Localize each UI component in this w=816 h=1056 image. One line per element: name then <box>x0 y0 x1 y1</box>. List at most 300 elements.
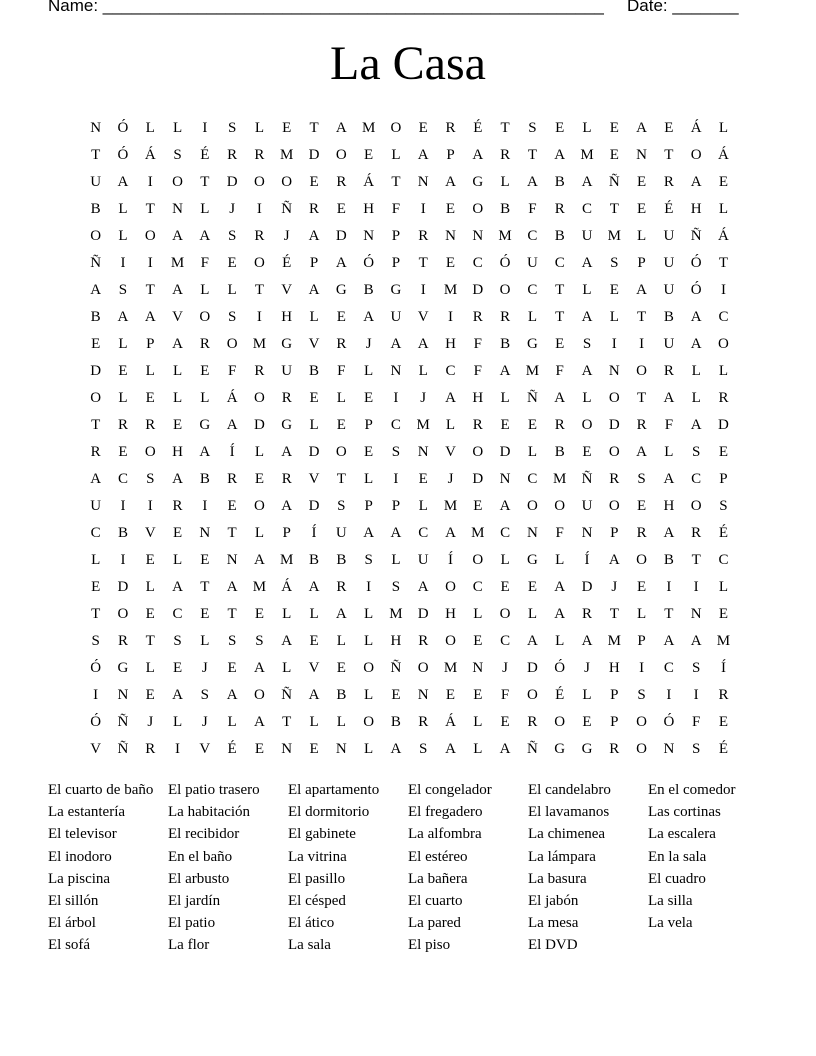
grid-letter[interactable]: C <box>527 282 538 298</box>
grid-letter[interactable]: F <box>473 336 482 352</box>
grid-letter[interactable]: A <box>445 174 456 190</box>
grid-letter[interactable]: D <box>526 660 538 676</box>
grid-letter[interactable]: L <box>500 390 510 406</box>
grid-letter[interactable]: G <box>117 660 129 676</box>
grid-letter[interactable]: G <box>581 741 593 757</box>
grid-letter[interactable]: O <box>254 498 265 514</box>
grid-letter[interactable]: A <box>144 309 156 325</box>
grid-letter[interactable]: A <box>499 498 511 514</box>
grid-letter[interactable]: A <box>281 444 293 460</box>
grid-letter[interactable]: O <box>144 228 156 244</box>
grid-letter[interactable]: L <box>718 201 729 217</box>
grid-letter[interactable]: E <box>309 741 319 757</box>
grid-letter[interactable]: R <box>581 606 592 622</box>
grid-letter[interactable]: S <box>391 444 401 460</box>
grid-letter[interactable]: O <box>254 255 265 271</box>
grid-letter[interactable]: T <box>664 147 674 163</box>
grid-letter[interactable]: B <box>554 228 565 244</box>
grid-letter[interactable]: T <box>637 309 647 325</box>
grid-letter[interactable]: T <box>609 201 619 217</box>
grid-letter[interactable]: P <box>146 336 155 352</box>
grid-letter[interactable]: T <box>500 120 510 136</box>
grid-letter[interactable]: O <box>90 228 102 244</box>
grid-letter[interactable]: A <box>445 525 456 541</box>
grid-letter[interactable]: R <box>691 525 702 541</box>
grid-letter[interactable]: J <box>611 579 618 595</box>
grid-letter[interactable]: A <box>172 471 183 487</box>
grid-letter[interactable]: A <box>199 444 211 460</box>
grid-letter[interactable]: N <box>581 525 593 541</box>
grid-letter[interactable]: Ñ <box>281 201 293 217</box>
grid-letter[interactable]: O <box>472 444 484 460</box>
grid-letter[interactable]: N <box>499 471 511 487</box>
grid-letter[interactable]: L <box>172 363 183 379</box>
grid-letter[interactable]: E <box>445 201 456 217</box>
grid-letter[interactable]: L <box>172 552 183 568</box>
grid-letter[interactable]: S <box>528 120 537 136</box>
grid-letter[interactable]: Á <box>718 228 729 244</box>
grid-letter[interactable]: O <box>636 552 647 568</box>
grid-letter[interactable]: R <box>527 714 538 730</box>
grid-letter[interactable]: A <box>636 120 647 136</box>
grid-letter[interactable]: G <box>526 552 538 568</box>
grid-letter[interactable]: Á <box>281 579 293 595</box>
grid-letter[interactable]: F <box>664 417 674 433</box>
grid-letter[interactable]: Ó <box>90 714 102 730</box>
grid-letter[interactable]: D <box>499 444 511 460</box>
grid-letter[interactable]: Ó <box>663 714 675 730</box>
grid-letter[interactable]: L <box>473 714 483 730</box>
grid-letter[interactable]: L <box>473 741 483 757</box>
grid-letter[interactable]: L <box>145 363 155 379</box>
grid-letter[interactable]: O <box>144 444 156 460</box>
grid-letter[interactable]: E <box>145 552 155 568</box>
grid-letter[interactable]: M <box>252 579 267 595</box>
grid-letter[interactable]: P <box>364 417 373 433</box>
grid-letter[interactable]: A <box>226 417 238 433</box>
grid-letter[interactable]: N <box>472 228 484 244</box>
grid-letter[interactable]: E <box>609 147 619 163</box>
grid-letter[interactable]: O <box>526 498 538 514</box>
grid-letter[interactable]: C <box>500 633 511 649</box>
grid-letter[interactable]: E <box>473 498 483 514</box>
grid-letter[interactable]: Í <box>229 444 235 460</box>
grid-letter[interactable]: T <box>200 579 210 595</box>
grid-letter[interactable]: N <box>417 174 429 190</box>
grid-letter[interactable]: N <box>199 525 211 541</box>
grid-letter[interactable]: Í <box>720 660 726 676</box>
grid-letter[interactable]: U <box>581 498 593 514</box>
grid-letter[interactable]: F <box>391 201 401 217</box>
grid-letter[interactable]: I <box>693 579 699 595</box>
grid-letter[interactable]: B <box>90 201 101 217</box>
grid-letter[interactable]: R <box>718 390 729 406</box>
grid-letter[interactable]: I <box>147 255 153 271</box>
grid-letter[interactable]: L <box>172 714 183 730</box>
grid-letter[interactable]: L <box>691 390 701 406</box>
grid-letter[interactable]: C <box>117 471 128 487</box>
grid-letter[interactable]: P <box>282 525 291 541</box>
grid-letter[interactable]: D <box>90 363 102 379</box>
grid-letter[interactable]: I <box>202 120 208 136</box>
grid-letter[interactable]: U <box>417 552 429 568</box>
grid-letter[interactable]: E <box>309 390 319 406</box>
grid-letter[interactable]: C <box>472 255 483 271</box>
grid-letter[interactable]: J <box>584 660 590 676</box>
grid-letter[interactable]: I <box>147 174 153 190</box>
grid-letter[interactable]: S <box>227 309 237 325</box>
grid-letter[interactable]: U <box>526 255 538 271</box>
grid-letter[interactable]: A <box>172 336 183 352</box>
grid-letter[interactable]: N <box>526 525 538 541</box>
grid-letter[interactable]: A <box>690 336 702 352</box>
grid-letter[interactable]: T <box>418 255 428 271</box>
grid-letter[interactable]: I <box>666 579 672 595</box>
grid-letter[interactable]: E <box>637 579 647 595</box>
grid-letter[interactable]: O <box>499 282 511 298</box>
grid-letter[interactable]: L <box>282 660 292 676</box>
grid-letter[interactable]: N <box>472 660 484 676</box>
grid-letter[interactable]: L <box>200 201 210 217</box>
grid-letter[interactable]: E <box>500 417 510 433</box>
grid-letter[interactable]: E <box>527 417 537 433</box>
grid-letter[interactable]: F <box>692 714 701 730</box>
grid-letter[interactable]: O <box>445 633 456 649</box>
grid-letter[interactable]: R <box>254 363 265 379</box>
grid-letter[interactable]: T <box>145 633 155 649</box>
grid-letter[interactable]: E <box>582 714 592 730</box>
grid-letter[interactable]: T <box>282 714 292 730</box>
grid-letter[interactable]: R <box>609 741 620 757</box>
grid-letter[interactable]: E <box>227 255 237 271</box>
grid-letter[interactable]: A <box>90 471 102 487</box>
grid-letter[interactable]: M <box>416 417 430 433</box>
name-field-label[interactable]: Name: _____________________________________________________ <box>48 0 604 15</box>
grid-letter[interactable]: T <box>336 471 346 487</box>
grid-letter[interactable]: E <box>309 633 319 649</box>
grid-letter[interactable]: U <box>281 363 293 379</box>
grid-letter[interactable]: É <box>473 120 483 136</box>
grid-letter[interactable]: L <box>309 714 319 730</box>
grid-letter[interactable]: Á <box>226 390 238 406</box>
grid-letter[interactable]: E <box>637 174 647 190</box>
grid-letter[interactable]: E <box>527 579 537 595</box>
grid-letter[interactable]: Ó <box>117 120 129 136</box>
grid-letter[interactable]: L <box>227 714 237 730</box>
grid-letter[interactable]: A <box>499 363 511 379</box>
grid-letter[interactable]: I <box>393 390 399 406</box>
grid-letter[interactable]: R <box>418 714 429 730</box>
grid-letter[interactable]: L <box>500 174 510 190</box>
grid-letter[interactable]: O <box>254 390 265 406</box>
grid-letter[interactable]: E <box>336 309 346 325</box>
grid-letter[interactable]: M <box>471 525 485 541</box>
grid-letter[interactable]: Ó <box>117 147 129 163</box>
grid-letter[interactable]: S <box>200 687 209 703</box>
grid-letter[interactable]: R <box>445 120 456 136</box>
grid-letter[interactable]: L <box>718 120 729 136</box>
grid-letter[interactable]: L <box>473 606 483 622</box>
grid-letter[interactable]: É <box>282 255 292 271</box>
grid-letter[interactable]: E <box>718 714 729 730</box>
grid-letter[interactable]: T <box>91 147 101 163</box>
grid-letter[interactable]: V <box>417 309 429 325</box>
grid-letter[interactable]: S <box>692 444 701 460</box>
grid-letter[interactable]: A <box>254 660 265 676</box>
grid-letter[interactable]: A <box>581 309 593 325</box>
grid-letter[interactable]: I <box>639 336 645 352</box>
grid-letter[interactable]: T <box>391 174 401 190</box>
grid-letter[interactable]: T <box>91 606 101 622</box>
grid-letter[interactable]: T <box>718 255 729 271</box>
grid-letter[interactable]: G <box>390 282 402 298</box>
grid-letter[interactable]: A <box>663 633 675 649</box>
grid-letter[interactable]: B <box>309 363 320 379</box>
grid-letter[interactable]: N <box>281 741 293 757</box>
grid-letter[interactable]: V <box>144 525 156 541</box>
grid-letter[interactable]: C <box>445 363 456 379</box>
grid-letter[interactable]: E <box>227 660 237 676</box>
grid-letter[interactable]: T <box>91 417 101 433</box>
grid-letter[interactable]: B <box>309 552 320 568</box>
grid-letter[interactable]: C <box>418 525 429 541</box>
grid-letter[interactable]: I <box>120 255 126 271</box>
grid-letter[interactable]: H <box>445 606 456 622</box>
grid-letter[interactable]: R <box>281 390 292 406</box>
grid-letter[interactable]: A <box>308 687 320 703</box>
grid-letter[interactable]: R <box>718 687 729 703</box>
grid-letter[interactable]: B <box>117 525 128 541</box>
grid-letter[interactable]: E <box>227 498 237 514</box>
grid-letter[interactable]: O <box>363 660 375 676</box>
grid-letter[interactable]: T <box>200 174 210 190</box>
grid-letter[interactable]: A <box>554 606 566 622</box>
grid-letter[interactable]: H <box>445 336 456 352</box>
grid-letter[interactable]: E <box>418 120 428 136</box>
grid-letter[interactable]: M <box>252 336 267 352</box>
grid-letter[interactable]: M <box>280 552 294 568</box>
grid-letter[interactable]: A <box>690 174 702 190</box>
grid-letter[interactable]: L <box>527 309 537 325</box>
grid-letter[interactable]: T <box>555 309 565 325</box>
grid-letter[interactable]: Ñ <box>526 390 538 406</box>
grid-letter[interactable]: C <box>527 471 538 487</box>
grid-letter[interactable]: O <box>254 687 265 703</box>
grid-letter[interactable]: L <box>172 390 183 406</box>
grid-letter[interactable]: O <box>690 498 702 514</box>
grid-letter[interactable]: E <box>91 336 101 352</box>
grid-letter[interactable]: R <box>554 201 565 217</box>
grid-letter[interactable]: M <box>280 147 294 163</box>
grid-letter[interactable]: Á <box>718 147 729 163</box>
grid-letter[interactable]: Ó <box>363 255 375 271</box>
grid-letter[interactable]: U <box>335 525 347 541</box>
grid-letter[interactable]: A <box>172 687 183 703</box>
grid-letter[interactable]: A <box>335 255 347 271</box>
grid-letter[interactable]: H <box>608 660 620 676</box>
grid-letter[interactable]: R <box>199 336 210 352</box>
grid-letter[interactable]: E <box>718 174 729 190</box>
grid-letter[interactable]: N <box>690 606 702 622</box>
grid-letter[interactable]: M <box>553 471 567 487</box>
grid-letter[interactable]: B <box>554 174 565 190</box>
grid-letter[interactable]: A <box>417 579 429 595</box>
grid-letter[interactable]: L <box>718 363 729 379</box>
grid-letter[interactable]: E <box>473 633 483 649</box>
grid-letter[interactable]: C <box>554 255 565 271</box>
grid-letter[interactable]: L <box>418 498 428 514</box>
grid-letter[interactable]: J <box>201 660 208 676</box>
grid-letter[interactable]: E <box>445 255 456 271</box>
grid-letter[interactable]: C <box>390 417 401 433</box>
grid-letter[interactable]: C <box>663 660 674 676</box>
grid-letter[interactable]: I <box>147 498 153 514</box>
grid-letter[interactable]: Ñ <box>390 660 402 676</box>
grid-letter[interactable]: E <box>145 390 155 406</box>
grid-letter[interactable]: S <box>227 120 237 136</box>
grid-letter[interactable]: V <box>172 309 183 325</box>
grid-letter[interactable]: Ó <box>690 282 702 298</box>
grid-letter[interactable]: L <box>254 444 265 460</box>
grid-letter[interactable]: A <box>390 741 402 757</box>
grid-letter[interactable]: S <box>255 633 264 649</box>
grid-letter[interactable]: Á <box>690 120 702 136</box>
grid-letter[interactable]: I <box>120 498 126 514</box>
grid-letter[interactable]: I <box>448 309 453 325</box>
grid-letter[interactable]: E <box>309 174 319 190</box>
grid-letter[interactable]: P <box>637 633 646 649</box>
grid-letter[interactable]: Ó <box>499 255 511 271</box>
grid-letter[interactable]: M <box>170 255 185 271</box>
grid-letter[interactable]: O <box>690 147 702 163</box>
grid-letter[interactable]: I <box>202 498 208 514</box>
grid-letter[interactable]: R <box>117 633 128 649</box>
grid-letter[interactable]: L <box>364 606 374 622</box>
grid-letter[interactable]: P <box>364 498 373 514</box>
grid-letter[interactable]: A <box>581 255 593 271</box>
grid-letter[interactable]: C <box>527 228 538 244</box>
grid-letter[interactable]: T <box>555 282 565 298</box>
grid-letter[interactable]: C <box>691 471 702 487</box>
grid-letter[interactable]: O <box>117 606 129 622</box>
grid-letter[interactable]: M <box>607 633 621 649</box>
grid-letter[interactable]: L <box>254 525 265 541</box>
grid-letter[interactable]: O <box>472 552 484 568</box>
grid-letter[interactable]: O <box>608 498 620 514</box>
grid-letter[interactable]: T <box>309 120 319 136</box>
grid-letter[interactable]: G <box>281 417 293 433</box>
grid-letter[interactable]: S <box>637 471 646 487</box>
grid-letter[interactable]: U <box>663 255 675 271</box>
grid-letter[interactable]: U <box>90 174 102 190</box>
grid-letter[interactable]: E <box>200 552 210 568</box>
grid-letter[interactable]: J <box>365 336 372 352</box>
grid-letter[interactable]: A <box>608 552 620 568</box>
grid-letter[interactable]: E <box>555 120 565 136</box>
grid-letter[interactable]: J <box>147 714 154 730</box>
grid-letter[interactable]: O <box>526 687 538 703</box>
grid-letter[interactable]: J <box>420 390 427 406</box>
grid-letter[interactable]: M <box>716 633 731 649</box>
grid-letter[interactable]: É <box>200 147 210 163</box>
grid-letter[interactable]: D <box>608 417 620 433</box>
grid-letter[interactable]: Á <box>445 714 456 730</box>
grid-letter[interactable]: F <box>200 255 209 271</box>
grid-letter[interactable]: R <box>336 579 347 595</box>
grid-letter[interactable]: Ñ <box>281 687 293 703</box>
grid-letter[interactable]: E <box>254 471 265 487</box>
grid-letter[interactable]: R <box>145 417 156 433</box>
grid-letter[interactable]: A <box>335 606 347 622</box>
grid-letter[interactable]: C <box>90 525 101 541</box>
grid-letter[interactable]: S <box>118 282 128 298</box>
grid-letter[interactable]: L <box>582 120 592 136</box>
grid-letter[interactable]: V <box>90 741 102 757</box>
grid-letter[interactable]: V <box>308 336 320 352</box>
grid-letter[interactable]: S <box>146 471 155 487</box>
grid-letter[interactable]: A <box>690 309 702 325</box>
grid-letter[interactable]: O <box>499 606 511 622</box>
grid-letter[interactable]: B <box>390 714 401 730</box>
grid-letter[interactable]: T <box>227 606 237 622</box>
grid-letter[interactable]: N <box>417 687 429 703</box>
grid-letter[interactable]: E <box>364 390 374 406</box>
date-field-label[interactable]: Date: _______ <box>627 0 739 15</box>
grid-letter[interactable]: J <box>229 201 236 217</box>
grid-letter[interactable]: R <box>500 309 511 325</box>
grid-letter[interactable]: E <box>336 660 346 676</box>
grid-letter[interactable]: R <box>90 444 101 460</box>
grid-letter[interactable]: U <box>663 336 675 352</box>
grid-letter[interactable]: L <box>391 147 401 163</box>
grid-letter[interactable]: R <box>336 174 347 190</box>
grid-letter[interactable]: P <box>391 228 401 244</box>
grid-letter[interactable]: E <box>336 201 346 217</box>
grid-letter[interactable]: U <box>390 309 402 325</box>
grid-letter[interactable]: L <box>200 390 210 406</box>
grid-letter[interactable]: N <box>445 228 456 244</box>
grid-letter[interactable]: D <box>581 579 593 595</box>
grid-letter[interactable]: I <box>611 336 617 352</box>
grid-letter[interactable]: R <box>336 336 347 352</box>
grid-letter[interactable]: L <box>445 417 456 433</box>
grid-letter[interactable]: E <box>582 444 592 460</box>
grid-letter[interactable]: O <box>281 174 293 190</box>
grid-letter[interactable]: L <box>118 336 128 352</box>
grid-letter[interactable]: L <box>200 282 210 298</box>
grid-letter[interactable]: A <box>308 228 320 244</box>
grid-letter[interactable]: I <box>666 687 672 703</box>
grid-letter[interactable]: H <box>281 309 293 325</box>
grid-letter[interactable]: E <box>145 687 155 703</box>
grid-letter[interactable]: F <box>227 363 237 379</box>
grid-letter[interactable]: A <box>554 579 566 595</box>
grid-letter[interactable]: Ñ <box>90 255 102 271</box>
grid-letter[interactable]: N <box>636 147 647 163</box>
grid-letter[interactable]: Á <box>144 147 156 163</box>
grid-letter[interactable]: B <box>336 552 347 568</box>
grid-letter[interactable]: E <box>473 687 483 703</box>
grid-letter[interactable]: O <box>636 741 647 757</box>
grid-letter[interactable]: D <box>718 417 729 433</box>
grid-letter[interactable]: O <box>636 363 647 379</box>
grid-letter[interactable]: B <box>663 309 674 325</box>
grid-letter[interactable]: N <box>363 228 375 244</box>
grid-letter[interactable]: N <box>90 120 102 136</box>
grid-letter[interactable]: Í <box>448 552 453 568</box>
grid-letter[interactable]: J <box>502 660 509 676</box>
grid-letter[interactable]: Á <box>363 174 375 190</box>
